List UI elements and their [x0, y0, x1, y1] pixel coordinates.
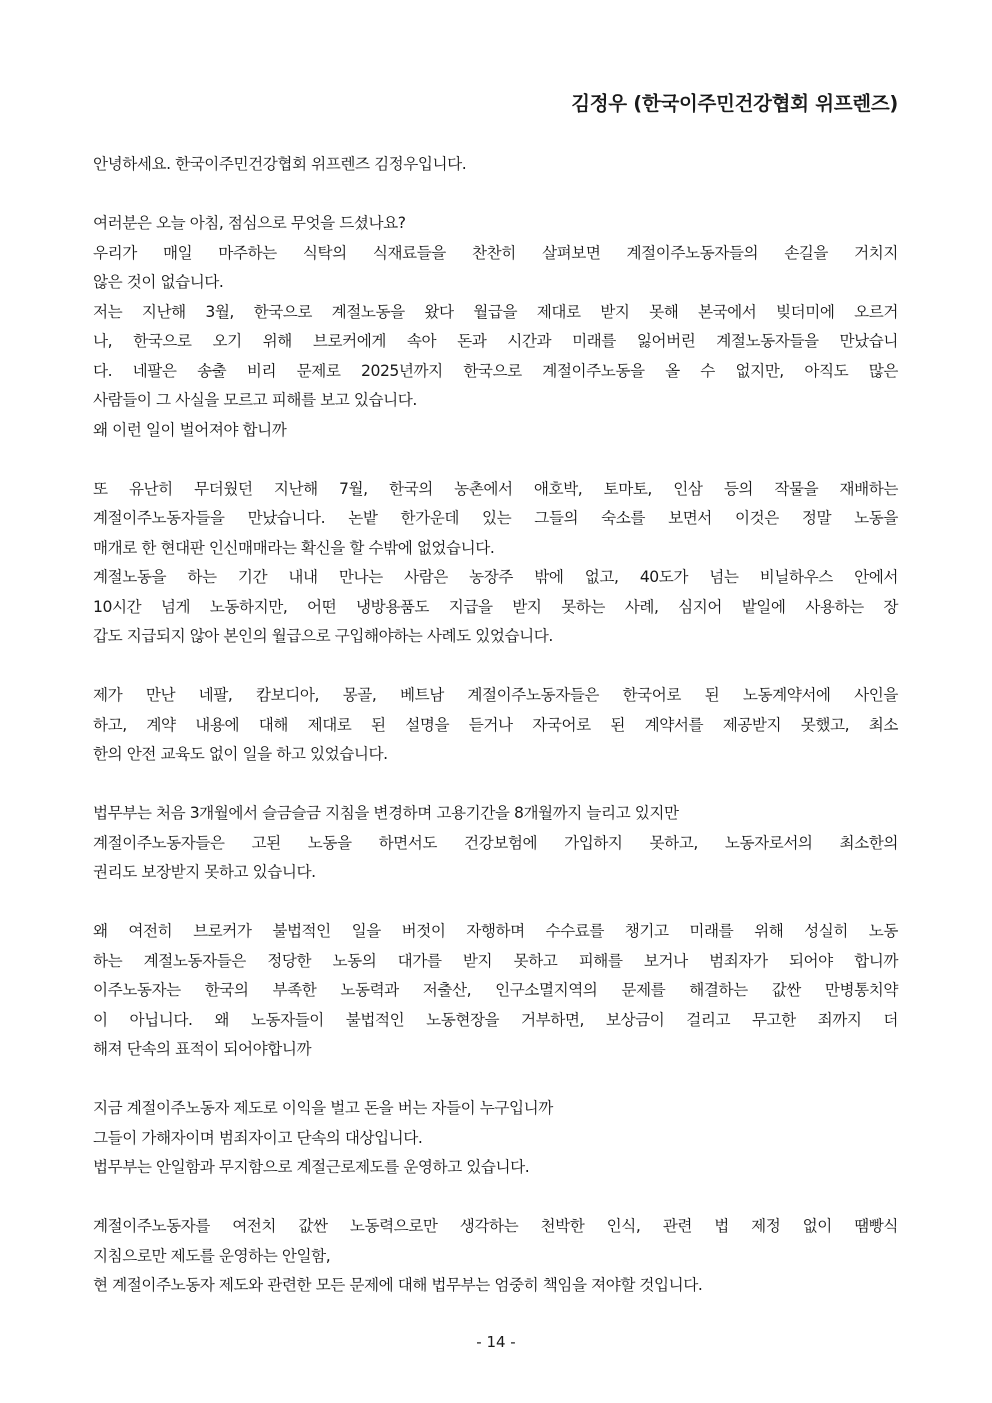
text-line: 왜 이런 일이 벌어져야 합니까 — [93, 420, 287, 439]
text-line: 우리가 매일 마주하는 식탁의 식재료들을 찬찬히 살펴보면 계절이주노동자들의 손길을 거치지 — [93, 243, 898, 262]
text-line: 해져 단속의 표적이 되어야합니까 — [93, 1040, 312, 1058]
paragraph-perpetrators — [93, 1094, 898, 1183]
text-line: 계절이주노동자들을 만났습니다. 논밭 한가운데 있는 그들의 숙소를 보면서 이것은 정말 노동을 — [93, 509, 898, 527]
paragraph-contracts — [93, 681, 898, 770]
text-line: 계절노동을 하는 기간 내내 만나는 사람은 농장주 밖에 없고, 40도가 넘는 비닐하우스 안에서 — [93, 568, 898, 586]
paragraph-conclusion — [93, 1212, 898, 1301]
text-line: 10시간 넘게 노동하지만, 어떤 냉방용품도 지급을 받지 못하는 사례, 심지어 밭일에 사용하는 장 — [93, 597, 898, 616]
text-line: 그들이 가해자이며 범죄자이고 단속의 대상입니다. — [93, 1128, 423, 1147]
text-line: 나, 한국으로 오기 위해 브로커에게 속아 돈과 시간과 미래를 잃어버린 계절노동자들을 만났습니 — [93, 332, 898, 350]
paragraph-seasonal-workers-intro — [93, 209, 898, 445]
text-line: 매개로 한 현대판 인신매매라는 확신을 할 수밖에 없었습니다. — [93, 538, 495, 557]
text-line: 계절이주노동자들은 고된 노동을 하면서도 건강보험에 가입하지 못하고, 노동자로서의 최소한의 — [93, 833, 898, 852]
author-heading: 김정우 (한국이주민건강협회 위프렌즈) — [571, 92, 898, 115]
text-line: 권리도 보장받지 못하고 있습니다. — [93, 863, 316, 881]
text-line: 지금 계절이주노동자 제도로 이익을 벌고 돈을 버는 자들이 누구입니까 — [93, 1099, 553, 1117]
document-body — [93, 150, 898, 1330]
text-line: 이 아닙니다. 왜 노동자들이 불법적인 노동현장을 거부하면, 보상금이 걸리고 무고한 죄까지 더 — [93, 1010, 898, 1029]
text-line: 갑도 지급되지 않아 본인의 월급으로 구입해야하는 사례도 있었습니다. — [93, 627, 553, 645]
text-line: 법무부는 안일함과 무지함으로 계절근로제도를 운영하고 있습니다. — [93, 1158, 530, 1176]
text-line: 사람들이 그 사실을 모르고 피해를 보고 있습니다. — [93, 391, 417, 409]
text-line: 제가 만난 네팔, 캄보디아, 몽골, 베트남 계절이주노동자들은 한국어로 된 노동계약서에 사인을 — [93, 686, 898, 704]
text-line: 한의 안전 교육도 없이 일을 하고 있었습니다. — [93, 745, 388, 763]
text-line: 또 유난히 무더웠던 지난해 7월, 한국의 농촌에서 애호박, 토마토, 인삼 등의 작물을 재배하는 — [93, 479, 898, 498]
text-line: 법무부는 처음 3개월에서 슬금슬금 지침을 변경하며 고용기간을 8개월까지 늘리고 있지만 — [93, 804, 679, 822]
text-line: 이주노동자는 한국의 부족한 노동력과 저출산, 인구소멸지역의 문제를 해결하는 값싼 만병통치약 — [93, 981, 898, 999]
text-line: 안녕하세요. 한국이주민건강협회 위프렌즈 김정우입니다. — [93, 155, 467, 173]
text-line: 다. 네팔은 송출 비리 문제로 2025년까지 한국으로 계절이주노동을 올 수 없지만, 아직도 많은 — [93, 361, 898, 380]
text-line: 저는 지난해 3월, 한국으로 계절노동을 왔다 월급을 제대로 받지 못해 본국에서 빚더미에 오르거 — [93, 302, 898, 321]
text-line: 여러분은 오늘 아침, 점심으로 무엇을 드셨나요? — [93, 214, 406, 232]
text-line: 현 계절이주노동자 제도와 관련한 모든 문제에 대해 법무부는 엄중히 책임을 져야할 것입니다. — [93, 1276, 703, 1294]
text-line: 않은 것이 없습니다. — [93, 273, 224, 291]
text-line: 하는 계절노동자들은 정당한 노동의 대가를 받지 못하고 피해를 보거나 범죄자가 되어야 합니까 — [93, 951, 898, 970]
text-line: 하고, 계약 내용에 대해 제대로 된 설명을 듣거나 자국어로 된 계약서를 제공받지 못했고, 최소 — [93, 715, 898, 734]
text-line: 왜 여전히 브로커가 불법적인 일을 버젓이 자행하며 수수료를 챙기고 미래를 위해 성실히 노동 — [93, 922, 898, 940]
paragraph-brokers — [93, 917, 898, 1065]
page-number: - 14 - — [476, 1333, 516, 1351]
paragraph-farm-conditions — [93, 475, 898, 652]
text-line: 계절이주노동자를 여전치 값싼 노동력으로만 생각하는 천박한 인식, 관련 법 제정 없이 땜빵식 — [93, 1217, 898, 1235]
paragraph-ministry-policy — [93, 799, 898, 888]
text-line: 지침으로만 제도를 운영하는 안일함, — [93, 1246, 331, 1265]
paragraph-greeting — [93, 150, 898, 180]
